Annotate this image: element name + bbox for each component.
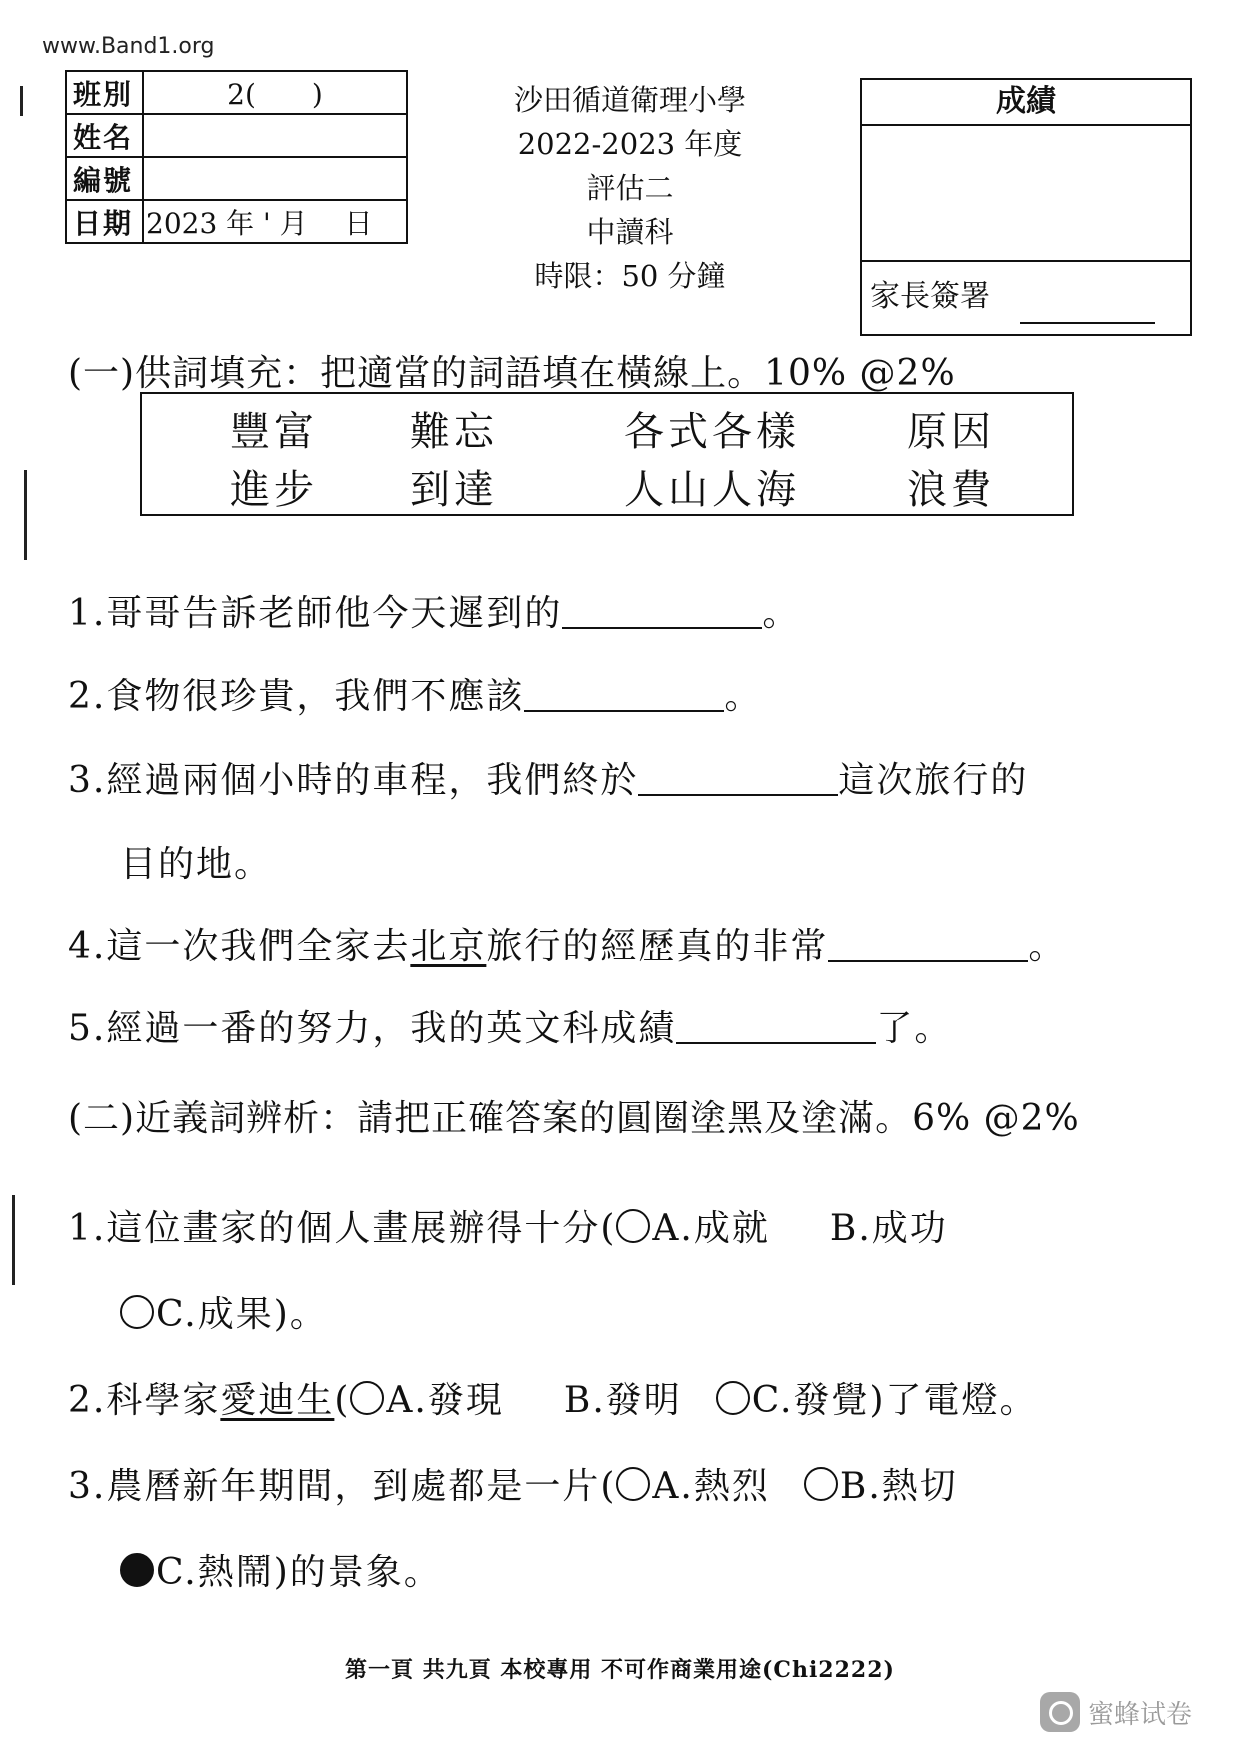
class-field[interactable]: 2( ) bbox=[143, 71, 407, 114]
fill-question-2: 2.食物很珍貴，我們不應該 。 bbox=[68, 676, 763, 717]
watermark-text: 蜜蜂试卷 bbox=[1088, 1699, 1193, 1730]
info-row-date bbox=[66, 200, 407, 243]
mc-question-3-cont: C.熱鬧)的景象。 bbox=[120, 1544, 442, 1595]
student-info-table bbox=[65, 70, 408, 244]
answer-blank[interactable] bbox=[828, 924, 1028, 962]
place-name: 北京 bbox=[410, 926, 487, 967]
word-bank-item: 到達 bbox=[410, 467, 498, 513]
mc-question-1-cont: C.成果)。 bbox=[120, 1286, 328, 1337]
word-bank-item: 難忘 bbox=[410, 409, 498, 455]
info-row-class bbox=[66, 71, 407, 114]
answer-blank[interactable] bbox=[676, 1006, 876, 1044]
scan-mark bbox=[24, 470, 27, 560]
word-bank-item: 浪費 bbox=[907, 467, 995, 513]
answer-blank[interactable] bbox=[524, 674, 724, 712]
info-row-number bbox=[66, 157, 407, 200]
scan-mark bbox=[12, 1195, 15, 1285]
parent-signature bbox=[862, 262, 1190, 332]
word-bank bbox=[140, 392, 1074, 516]
option-b: B.熱切 bbox=[839, 1466, 958, 1507]
fill-question-5: 5.經過一番的努力，我的英文科成績 了。 bbox=[68, 1008, 953, 1049]
mc-question-1: 1.這位畫家的個人畫展辦得十分( A.成就 B.成功 bbox=[68, 1208, 948, 1249]
date-field[interactable]: 2023 年 ' 月 日 bbox=[143, 200, 407, 243]
option-circle[interactable] bbox=[716, 1381, 750, 1415]
info-row-name bbox=[66, 114, 407, 157]
score-box bbox=[860, 78, 1192, 336]
word-bank-item: 進步 bbox=[230, 467, 318, 513]
signature-line[interactable] bbox=[1020, 322, 1155, 324]
info-label: 日期 bbox=[66, 200, 143, 243]
exam-header bbox=[440, 78, 820, 298]
option-c: C.發覺 bbox=[751, 1380, 870, 1421]
fill-question-1: 1.哥哥告訴老師他今天遲到的 。 bbox=[68, 593, 801, 634]
school-name: 沙田循道衛理小學 bbox=[513, 83, 746, 117]
option-circle[interactable] bbox=[350, 1381, 384, 1415]
parent-signature-label: 家長簽署 bbox=[870, 279, 990, 314]
info-label: 班別 bbox=[66, 71, 143, 114]
info-label: 姓名 bbox=[66, 114, 143, 157]
option-b: B.發明 bbox=[563, 1380, 682, 1421]
section1-title: (一)供詞填充：把適當的詞語填在橫線上。10% @2% bbox=[68, 353, 956, 394]
option-b: B.成功 bbox=[829, 1208, 948, 1249]
word-bank-item: 各式各樣 bbox=[624, 409, 800, 455]
option-a: A.熱烈 bbox=[652, 1466, 770, 1507]
option-circle[interactable] bbox=[616, 1467, 650, 1501]
school-year: 2022-2023 年度 bbox=[517, 127, 743, 161]
site-url: www.Band1.org bbox=[42, 34, 215, 59]
bee-logo-icon bbox=[1040, 1692, 1080, 1732]
fill-question-3: 3.經過兩個小時的車程，我們終於 這次旅行的 bbox=[68, 760, 1029, 801]
mc-question-2: 2.科學家愛迪生( A.發現 B.發明 C.發覺)了電燈。 bbox=[68, 1380, 1038, 1421]
name-field[interactable] bbox=[143, 114, 407, 157]
subject-name: 中讀科 bbox=[586, 215, 674, 249]
word-bank-item: 人山人海 bbox=[624, 467, 800, 513]
section2-title: (二)近義詞辨析：請把正確答案的圓圈塗黑及塗滿。6% @2% bbox=[68, 1098, 1080, 1139]
exam-name: 評估二 bbox=[586, 171, 674, 205]
score-title: 成績 bbox=[862, 80, 1190, 126]
mc-question-3: 3.農曆新年期間，到處都是一片( A.熱烈 B.熱切 bbox=[68, 1466, 958, 1507]
score-area[interactable] bbox=[862, 126, 1190, 262]
option-a: A.成就 bbox=[652, 1208, 770, 1249]
filled-option-circle[interactable] bbox=[120, 1553, 154, 1587]
answer-blank[interactable] bbox=[638, 758, 838, 796]
option-circle[interactable] bbox=[120, 1295, 154, 1329]
fill-question-4: 4.這一次我們全家去北京旅行的經歷真的非常 。 bbox=[68, 926, 1067, 967]
option-circle[interactable] bbox=[616, 1209, 650, 1243]
option-c: C.熱鬧 bbox=[156, 1552, 274, 1593]
scientist-name: 愛迪生 bbox=[220, 1380, 335, 1421]
page-footer: 第一頁 共九頁 本校專用 不可作商業用途(Chi2222) bbox=[345, 1657, 895, 1683]
watermark bbox=[1040, 1692, 1192, 1732]
option-a: A.發現 bbox=[386, 1380, 504, 1421]
option-circle[interactable] bbox=[804, 1467, 838, 1501]
scan-mark bbox=[20, 86, 23, 116]
option-c: C.成果 bbox=[156, 1294, 274, 1335]
fill-question-3-cont: 目的地。 bbox=[120, 844, 273, 885]
word-bank-item: 豐富 bbox=[230, 409, 318, 455]
answer-blank[interactable] bbox=[562, 591, 762, 629]
time-limit: 時限：50 分鐘 bbox=[534, 259, 726, 293]
number-field[interactable] bbox=[143, 157, 407, 200]
word-bank-item: 原因 bbox=[907, 409, 995, 455]
info-label: 編號 bbox=[66, 157, 143, 200]
